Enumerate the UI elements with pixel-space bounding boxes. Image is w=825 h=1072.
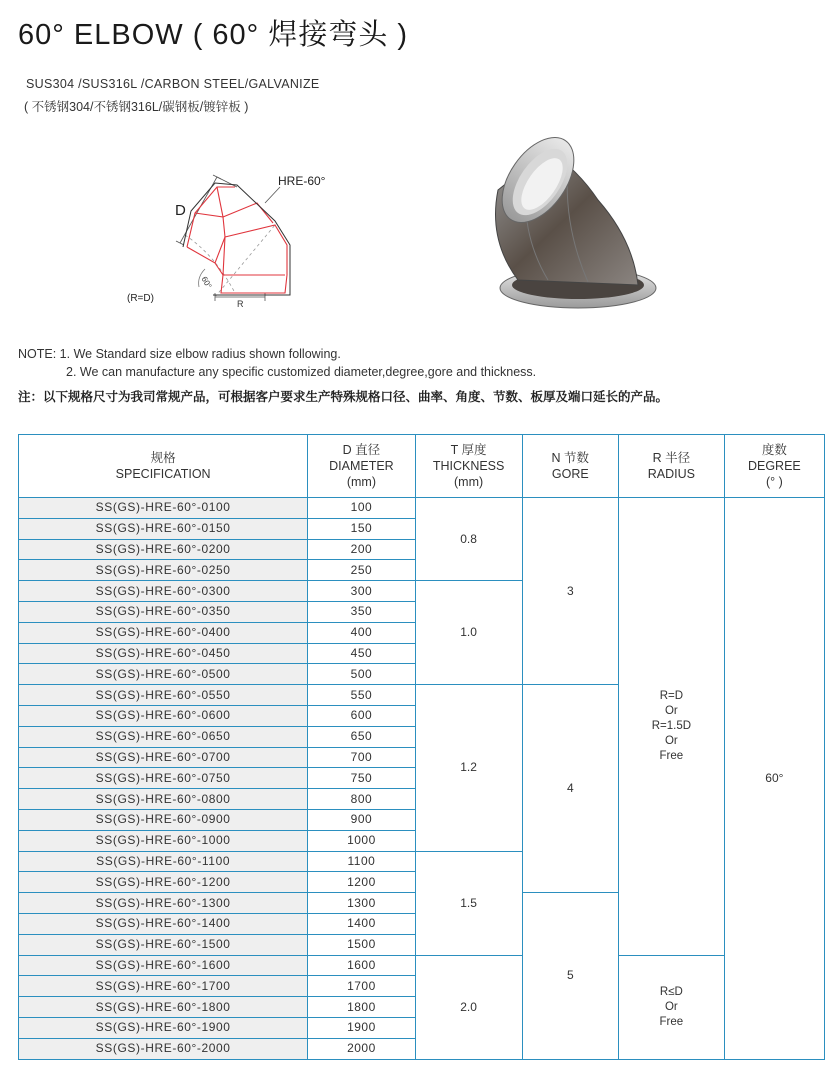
materials-text: SUS304 /SUS316L /CARBON STEEL/GALVANIZE bbox=[26, 77, 320, 91]
cell-specification: SS(GS)-HRE-60°-0800 bbox=[19, 789, 308, 810]
cell-specification: SS(GS)-HRE-60°-0750 bbox=[19, 768, 308, 789]
page-title: 60° ELBOW ( 60° 焊接弯头 ) bbox=[18, 19, 409, 51]
header-thickness: T 厚度 THICKNESS (mm) bbox=[415, 435, 522, 498]
cell-specification: SS(GS)-HRE-60°-1800 bbox=[19, 997, 308, 1018]
cell-specification: SS(GS)-HRE-60°-0600 bbox=[19, 705, 308, 726]
cell-diameter: 450 bbox=[308, 643, 415, 664]
cell-thickness: 2.0 bbox=[415, 955, 522, 1059]
drawing-label-d: D bbox=[175, 202, 186, 219]
cell-specification: SS(GS)-HRE-60°-0900 bbox=[19, 809, 308, 830]
cell-diameter: 1700 bbox=[308, 976, 415, 997]
radius-line: Free bbox=[659, 749, 684, 762]
cell-diameter: 1100 bbox=[308, 851, 415, 872]
cell-specification: SS(GS)-HRE-60°-1400 bbox=[19, 913, 308, 934]
cell-specification: SS(GS)-HRE-60°-1500 bbox=[19, 934, 308, 955]
cell-diameter: 800 bbox=[308, 789, 415, 810]
cell-radius bbox=[619, 955, 725, 1059]
cell-specification: SS(GS)-HRE-60°-0200 bbox=[19, 539, 308, 560]
cell-specification: SS(GS)-HRE-60°-0450 bbox=[19, 643, 308, 664]
drawing-label-angle: 60° bbox=[199, 275, 214, 291]
cell-diameter: 1500 bbox=[308, 934, 415, 955]
cell-specification: SS(GS)-HRE-60°-0650 bbox=[19, 726, 308, 747]
radius-line: Or bbox=[664, 1000, 678, 1013]
cell-specification: SS(GS)-HRE-60°-0400 bbox=[19, 622, 308, 643]
cell-thickness: 1.2 bbox=[415, 685, 522, 851]
cell-diameter: 400 bbox=[308, 622, 415, 643]
cell-degree: 60° bbox=[724, 498, 824, 1060]
cell-specification: SS(GS)-HRE-60°-1600 bbox=[19, 955, 308, 976]
cell-radius bbox=[619, 498, 725, 956]
cell-specification: SS(GS)-HRE-60°-0500 bbox=[19, 664, 308, 685]
spec-table bbox=[18, 434, 825, 1060]
table-row bbox=[19, 955, 825, 976]
radius-line: Free bbox=[659, 1015, 684, 1028]
cell-diameter: 1000 bbox=[308, 830, 415, 851]
cell-diameter: 1400 bbox=[308, 913, 415, 934]
materials-text-cn: ( 不锈钢304/不锈钢316L/碳钢板/镀锌板 ) bbox=[24, 100, 249, 114]
radius-line: R=1.5D bbox=[651, 719, 692, 732]
cell-specification: SS(GS)-HRE-60°-0100 bbox=[19, 498, 308, 519]
header-diameter: D 直径 DIAMETER (mm) bbox=[308, 435, 415, 498]
cell-specification: SS(GS)-HRE-60°-1000 bbox=[19, 830, 308, 851]
cell-diameter: 100 bbox=[308, 498, 415, 519]
cell-specification: SS(GS)-HRE-60°-2000 bbox=[19, 1038, 308, 1059]
cell-specification: SS(GS)-HRE-60°-0350 bbox=[19, 601, 308, 622]
cell-diameter: 700 bbox=[308, 747, 415, 768]
radius-line: Or bbox=[664, 734, 678, 747]
cell-diameter: 1200 bbox=[308, 872, 415, 893]
cell-specification: SS(GS)-HRE-60°-1300 bbox=[19, 893, 308, 914]
cell-diameter: 1800 bbox=[308, 997, 415, 1018]
header-gore: N 节数 GORE bbox=[522, 435, 618, 498]
note-line-1: NOTE: 1. We Standard size elbow radius shown following. bbox=[18, 347, 341, 361]
cell-specification: SS(GS)-HRE-60°-0700 bbox=[19, 747, 308, 768]
cell-thickness: 1.0 bbox=[415, 581, 522, 685]
cell-thickness: 0.8 bbox=[415, 498, 522, 581]
cell-specification: SS(GS)-HRE-60°-1700 bbox=[19, 976, 308, 997]
cell-gore: 4 bbox=[522, 685, 618, 893]
header-degree: 度数 DEGREE (° ) bbox=[724, 435, 824, 498]
cell-diameter: 2000 bbox=[308, 1038, 415, 1059]
cell-specification: SS(GS)-HRE-60°-0300 bbox=[19, 581, 308, 602]
cell-specification: SS(GS)-HRE-60°-1100 bbox=[19, 851, 308, 872]
table-row bbox=[19, 498, 825, 519]
radius-line: Or bbox=[664, 704, 678, 717]
cell-diameter: 650 bbox=[308, 726, 415, 747]
note-line-2: 2. We can manufacture any specific customized diameter,degree,gore and thickness. bbox=[66, 365, 537, 379]
note-cn: 注：以下规格尺寸为我司常规产品，可根据客户要求生产特殊规格口径、曲率、角度、节数、板厚及端口延长的产品。 bbox=[18, 390, 669, 404]
cell-diameter: 300 bbox=[308, 581, 415, 602]
drawing-label-rd: (R=D) bbox=[127, 293, 154, 304]
cell-diameter: 1300 bbox=[308, 893, 415, 914]
cell-diameter: 350 bbox=[308, 601, 415, 622]
cell-thickness: 1.5 bbox=[415, 851, 522, 955]
cell-diameter: 150 bbox=[308, 518, 415, 539]
cell-diameter: 550 bbox=[308, 685, 415, 706]
cell-specification: SS(GS)-HRE-60°-1200 bbox=[19, 872, 308, 893]
cell-specification: SS(GS)-HRE-60°-0550 bbox=[19, 685, 308, 706]
cell-diameter: 1900 bbox=[308, 1017, 415, 1038]
cell-diameter: 500 bbox=[308, 664, 415, 685]
cell-diameter: 250 bbox=[308, 560, 415, 581]
radius-line: R≤D bbox=[659, 985, 683, 998]
cell-gore: 3 bbox=[522, 498, 618, 685]
cell-diameter: 750 bbox=[308, 768, 415, 789]
header-specification: 规格 SPECIFICATION bbox=[19, 435, 308, 498]
cell-diameter: 1600 bbox=[308, 955, 415, 976]
radius-line: R=D bbox=[659, 689, 684, 702]
cell-specification: SS(GS)-HRE-60°-0150 bbox=[19, 518, 308, 539]
drawing-label-model: HRE-60° bbox=[278, 174, 326, 188]
cell-specification: SS(GS)-HRE-60°-0250 bbox=[19, 560, 308, 581]
elbow-product-photo bbox=[468, 130, 668, 315]
header-radius: R 半径 RADIUS bbox=[619, 435, 725, 498]
notes bbox=[18, 345, 536, 381]
drawing-label-r: R bbox=[237, 299, 244, 309]
cell-specification: SS(GS)-HRE-60°-1900 bbox=[19, 1017, 308, 1038]
cell-gore: 5 bbox=[522, 893, 618, 1059]
elbow-drawing bbox=[125, 165, 355, 315]
cell-diameter: 200 bbox=[308, 539, 415, 560]
cell-diameter: 900 bbox=[308, 809, 415, 830]
cell-diameter: 600 bbox=[308, 705, 415, 726]
